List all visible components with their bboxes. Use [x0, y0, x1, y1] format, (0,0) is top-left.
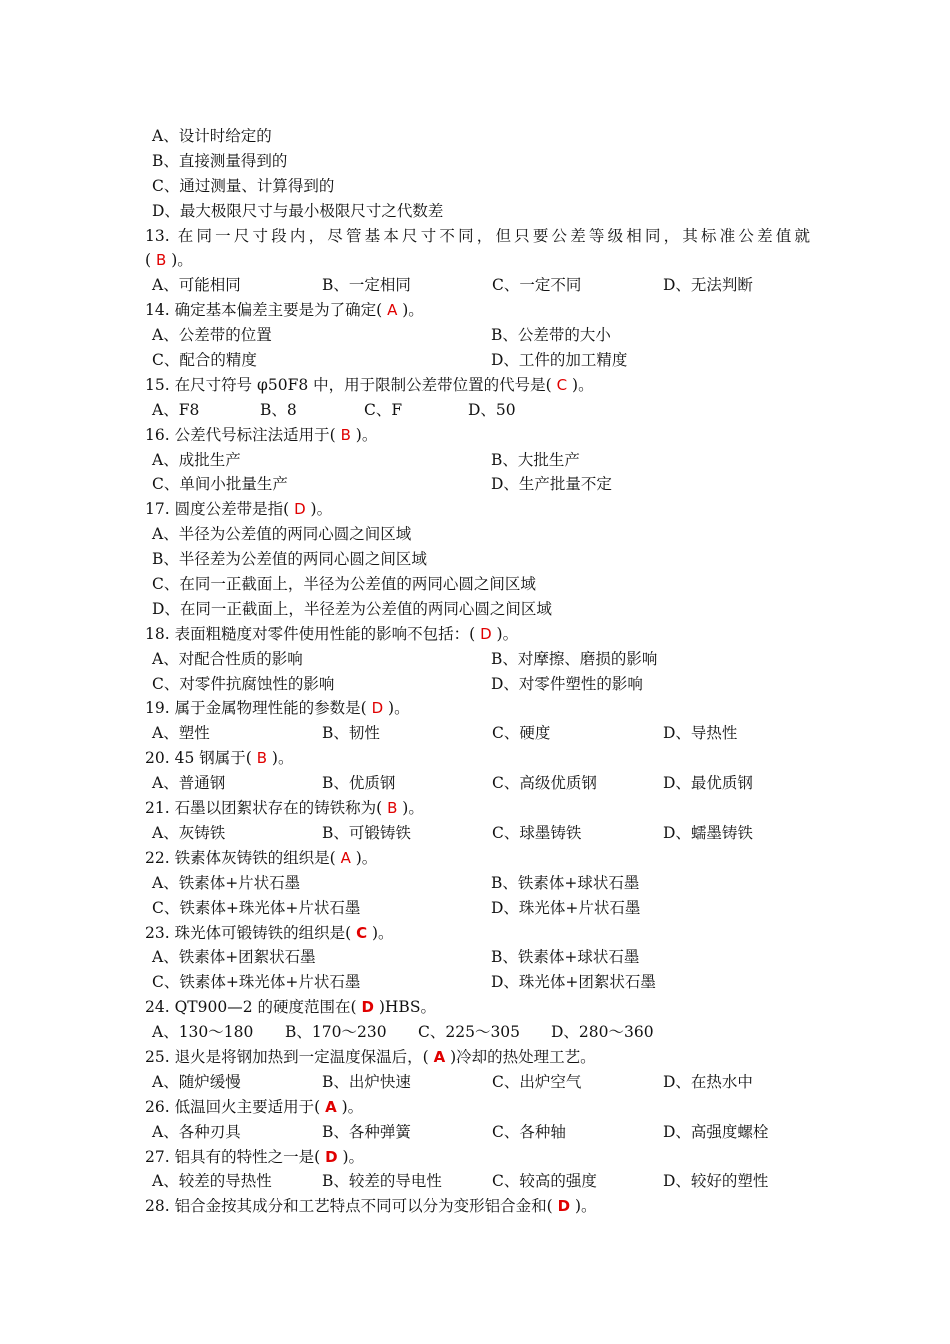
- option-item: D、较好的塑性: [663, 1172, 769, 1191]
- answer-mark: B: [155, 251, 167, 270]
- options-row: [145, 448, 810, 473]
- option-item: C、铁素体+珠光体+片状石墨: [152, 973, 361, 992]
- answer-mark: B: [387, 799, 398, 818]
- question-line: [145, 1145, 810, 1170]
- question-suffix: )。: [397, 301, 424, 320]
- option-item: C、铁素体+珠光体+片状石墨: [152, 898, 361, 917]
- question-suffix: )。: [350, 848, 378, 867]
- option-item: B、大批生产: [491, 450, 580, 469]
- option-item: B、170～230: [285, 1023, 387, 1042]
- option-item: A、随炉缓慢: [152, 1072, 241, 1091]
- options-row: [145, 647, 810, 672]
- options-row: [145, 472, 810, 497]
- option-item: C、F: [364, 400, 403, 419]
- option-line: C、在同一正截面上，半径为公差值的两同心圆之间区域: [152, 575, 536, 594]
- question-text: 20. 45 钢属于(: [145, 749, 257, 768]
- option-item: D、工件的加工精度: [491, 351, 628, 370]
- option-item: A、铁素体+团絮状石墨: [152, 948, 316, 967]
- option-item: A、130～180: [152, 1023, 254, 1042]
- question-text: (: [145, 251, 156, 270]
- option-item: D、珠光体+团絮状石墨: [491, 973, 656, 992]
- question-text: 27. 铝具有的特性之一是(: [145, 1147, 326, 1166]
- question-text: 23. 珠光体可锻铸铁的组织是(: [145, 923, 357, 942]
- question-suffix: )。: [367, 923, 394, 942]
- answer-mark: A: [387, 301, 398, 320]
- option-item: C、较高的强度: [492, 1172, 597, 1191]
- question-line: [145, 497, 810, 522]
- question-suffix: )。: [383, 699, 410, 718]
- answer-mark: D: [361, 998, 374, 1017]
- options-row: [145, 1120, 810, 1145]
- question-text: 15. 在尺寸符号 φ50F8 中，用于限制公差带位置的代号是(: [145, 375, 557, 394]
- option-item: B、各种弹簧: [322, 1122, 411, 1141]
- option-item: D、高强度螺栓: [663, 1122, 769, 1141]
- question-suffix: )。: [567, 375, 594, 394]
- option-item: D、导热性: [663, 724, 738, 743]
- options-row: [145, 970, 810, 995]
- question-line: [145, 423, 810, 448]
- option-item: C、225～305: [418, 1023, 521, 1042]
- question-text: 13. 在同一尺寸段内，尽管基本尺寸不同，但只要公差等级相同，其标准公差值就: [145, 226, 810, 245]
- option-item: C、各种轴: [492, 1122, 566, 1141]
- options-row: [145, 273, 810, 298]
- option-line: A、半径为公差值的两同心圆之间区域: [152, 525, 412, 544]
- question-text: 28. 铝合金按其成分和工艺特点不同可以分为变形铝合金和(: [145, 1197, 558, 1216]
- answer-mark: C: [556, 375, 568, 394]
- answer-mark: D: [325, 1147, 338, 1166]
- question-line: [145, 622, 810, 647]
- question-line: [145, 796, 810, 821]
- answer-mark: A: [340, 848, 351, 867]
- question-text: 16. 公差代号标注法适用于(: [145, 425, 341, 444]
- option-item: A、灰铸铁: [152, 823, 226, 842]
- options-row: [145, 945, 810, 970]
- option-item: A、成批生产: [152, 450, 241, 469]
- question-line: [145, 746, 810, 771]
- options-row: [145, 771, 810, 796]
- option-line: A、设计时给定的: [152, 127, 272, 145]
- question-line: [145, 1095, 810, 1120]
- question-suffix: )。: [166, 251, 193, 270]
- option-item: C、硬度: [492, 724, 551, 743]
- option-item: B、一定相同: [322, 276, 411, 295]
- option-item: A、铁素体+片状石墨: [152, 873, 301, 892]
- question-suffix: )。: [350, 425, 378, 444]
- option-item: D、珠光体+片状石墨: [491, 898, 641, 917]
- options-row: [145, 398, 810, 423]
- answer-mark: D: [294, 500, 306, 519]
- options-row: [145, 721, 810, 746]
- question-text: 18. 表面粗糙度对零件使用性能的影响不包括：(: [145, 624, 481, 643]
- option-item: C、球墨铸铁: [492, 823, 582, 842]
- option-item: A、F8: [152, 400, 200, 419]
- answer-mark: B: [340, 425, 351, 444]
- option-item: D、蠕墨铸铁: [663, 823, 753, 842]
- answer-mark: B: [256, 749, 267, 768]
- options-row: [145, 348, 810, 373]
- option-item: B、韧性: [322, 724, 380, 743]
- option-item: D、在热水中: [663, 1072, 753, 1091]
- question-suffix: )。: [491, 624, 519, 643]
- option-item: A、较差的导热性: [152, 1172, 272, 1191]
- question-line: [145, 248, 810, 273]
- option-item: B、出炉快速: [322, 1072, 411, 1091]
- option-item: D、50: [468, 400, 516, 419]
- options-row: [145, 1070, 810, 1095]
- answer-mark: A: [433, 1047, 446, 1066]
- option-item: B、优质钢: [322, 774, 396, 793]
- option-line: B、直接测量得到的: [152, 151, 288, 170]
- option-item: B、铁素体+球状石墨: [491, 948, 640, 967]
- option-item: A、公差带的位置: [152, 326, 272, 345]
- question-line: [145, 995, 810, 1020]
- options-row: [145, 672, 810, 697]
- option-item: A、对配合性质的影响: [152, 649, 303, 668]
- question-line: [145, 921, 810, 946]
- option-item: A、可能相同: [152, 276, 241, 295]
- question-suffix: )。: [305, 500, 333, 519]
- option-item: D、280～360: [551, 1023, 654, 1042]
- options-row: [145, 871, 810, 896]
- option-line: C、通过测量、计算得到的: [152, 176, 335, 195]
- option-item: D、对零件塑性的影响: [491, 674, 643, 693]
- answer-mark: A: [325, 1097, 337, 1116]
- question-line: [145, 298, 810, 323]
- question-text: 17. 圆度公差带是指(: [145, 500, 295, 519]
- option-item: A、普通钢: [152, 774, 226, 793]
- option-item: B、对摩擦、磨损的影响: [491, 649, 658, 668]
- option-line: D、在同一正截面上，半径差为公差值的两同心圆之间区域: [152, 599, 552, 618]
- option-line: B、半径差为公差值的两同心圆之间区域: [152, 550, 427, 569]
- options-row: [145, 896, 810, 921]
- question-text: 19. 属于金属物理性能的参数是(: [145, 699, 372, 718]
- answer-mark: D: [480, 624, 492, 643]
- question-line: [145, 1194, 810, 1219]
- question-suffix: )。: [336, 1097, 364, 1116]
- answer-mark: C: [356, 923, 368, 942]
- question-text: 22. 铁素体灰铸铁的组织是(: [145, 848, 341, 867]
- options-row: [145, 821, 810, 846]
- question-suffix: )。: [570, 1197, 597, 1216]
- question-text: 21. 石墨以团絮状存在的铸铁称为(: [145, 799, 388, 818]
- question-text: 14. 确定基本偏差主要是为了确定(: [145, 301, 388, 320]
- question-line: [145, 373, 810, 398]
- options-row: [145, 1169, 810, 1194]
- answer-mark: D: [557, 1197, 571, 1216]
- question-suffix: )。: [337, 1147, 364, 1166]
- question-line: [145, 1045, 810, 1070]
- option-item: B、可锻铸铁: [322, 823, 411, 842]
- option-item: C、一定不同: [492, 276, 582, 295]
- options-row: [145, 323, 810, 348]
- question-text: 26. 低温回火主要适用于(: [145, 1097, 326, 1116]
- option-item: C、配合的精度: [152, 351, 257, 370]
- question-suffix: )。: [397, 799, 424, 818]
- question-text: 24. QT900—2 的硬度范围在(: [145, 998, 362, 1017]
- question-document: [145, 124, 810, 1219]
- question-text: 25. 退火是将钢加热到一定温度保温后，(: [145, 1047, 434, 1066]
- option-item: B、8: [260, 400, 297, 419]
- option-item: D、无法判断: [663, 276, 753, 295]
- options-row: [145, 1020, 810, 1045]
- option-item: D、最优质钢: [663, 774, 753, 793]
- answer-mark: D: [371, 699, 384, 718]
- option-line: D、最大极限尺寸与最小极限尺寸之代数差: [152, 201, 444, 220]
- option-item: C、单间小批量生产: [152, 475, 288, 494]
- option-item: B、较差的导电性: [322, 1172, 442, 1191]
- question-line: [145, 846, 810, 871]
- question-suffix: )HBS。: [373, 998, 436, 1017]
- question-line: [145, 696, 810, 721]
- question-suffix: )冷却的热处理工艺。: [445, 1047, 596, 1066]
- option-item: C、高级优质钢: [492, 774, 597, 793]
- question-suffix: )。: [267, 749, 294, 768]
- option-item: A、各种刃具: [152, 1122, 241, 1141]
- option-item: C、出炉空气: [492, 1072, 582, 1091]
- option-item: B、公差带的大小: [491, 326, 611, 345]
- option-item: C、对零件抗腐蚀性的影响: [152, 674, 335, 693]
- option-item: A、塑性: [152, 724, 210, 743]
- option-item: D、生产批量不定: [491, 475, 612, 494]
- option-item: B、铁素体+球状石墨: [491, 873, 640, 892]
